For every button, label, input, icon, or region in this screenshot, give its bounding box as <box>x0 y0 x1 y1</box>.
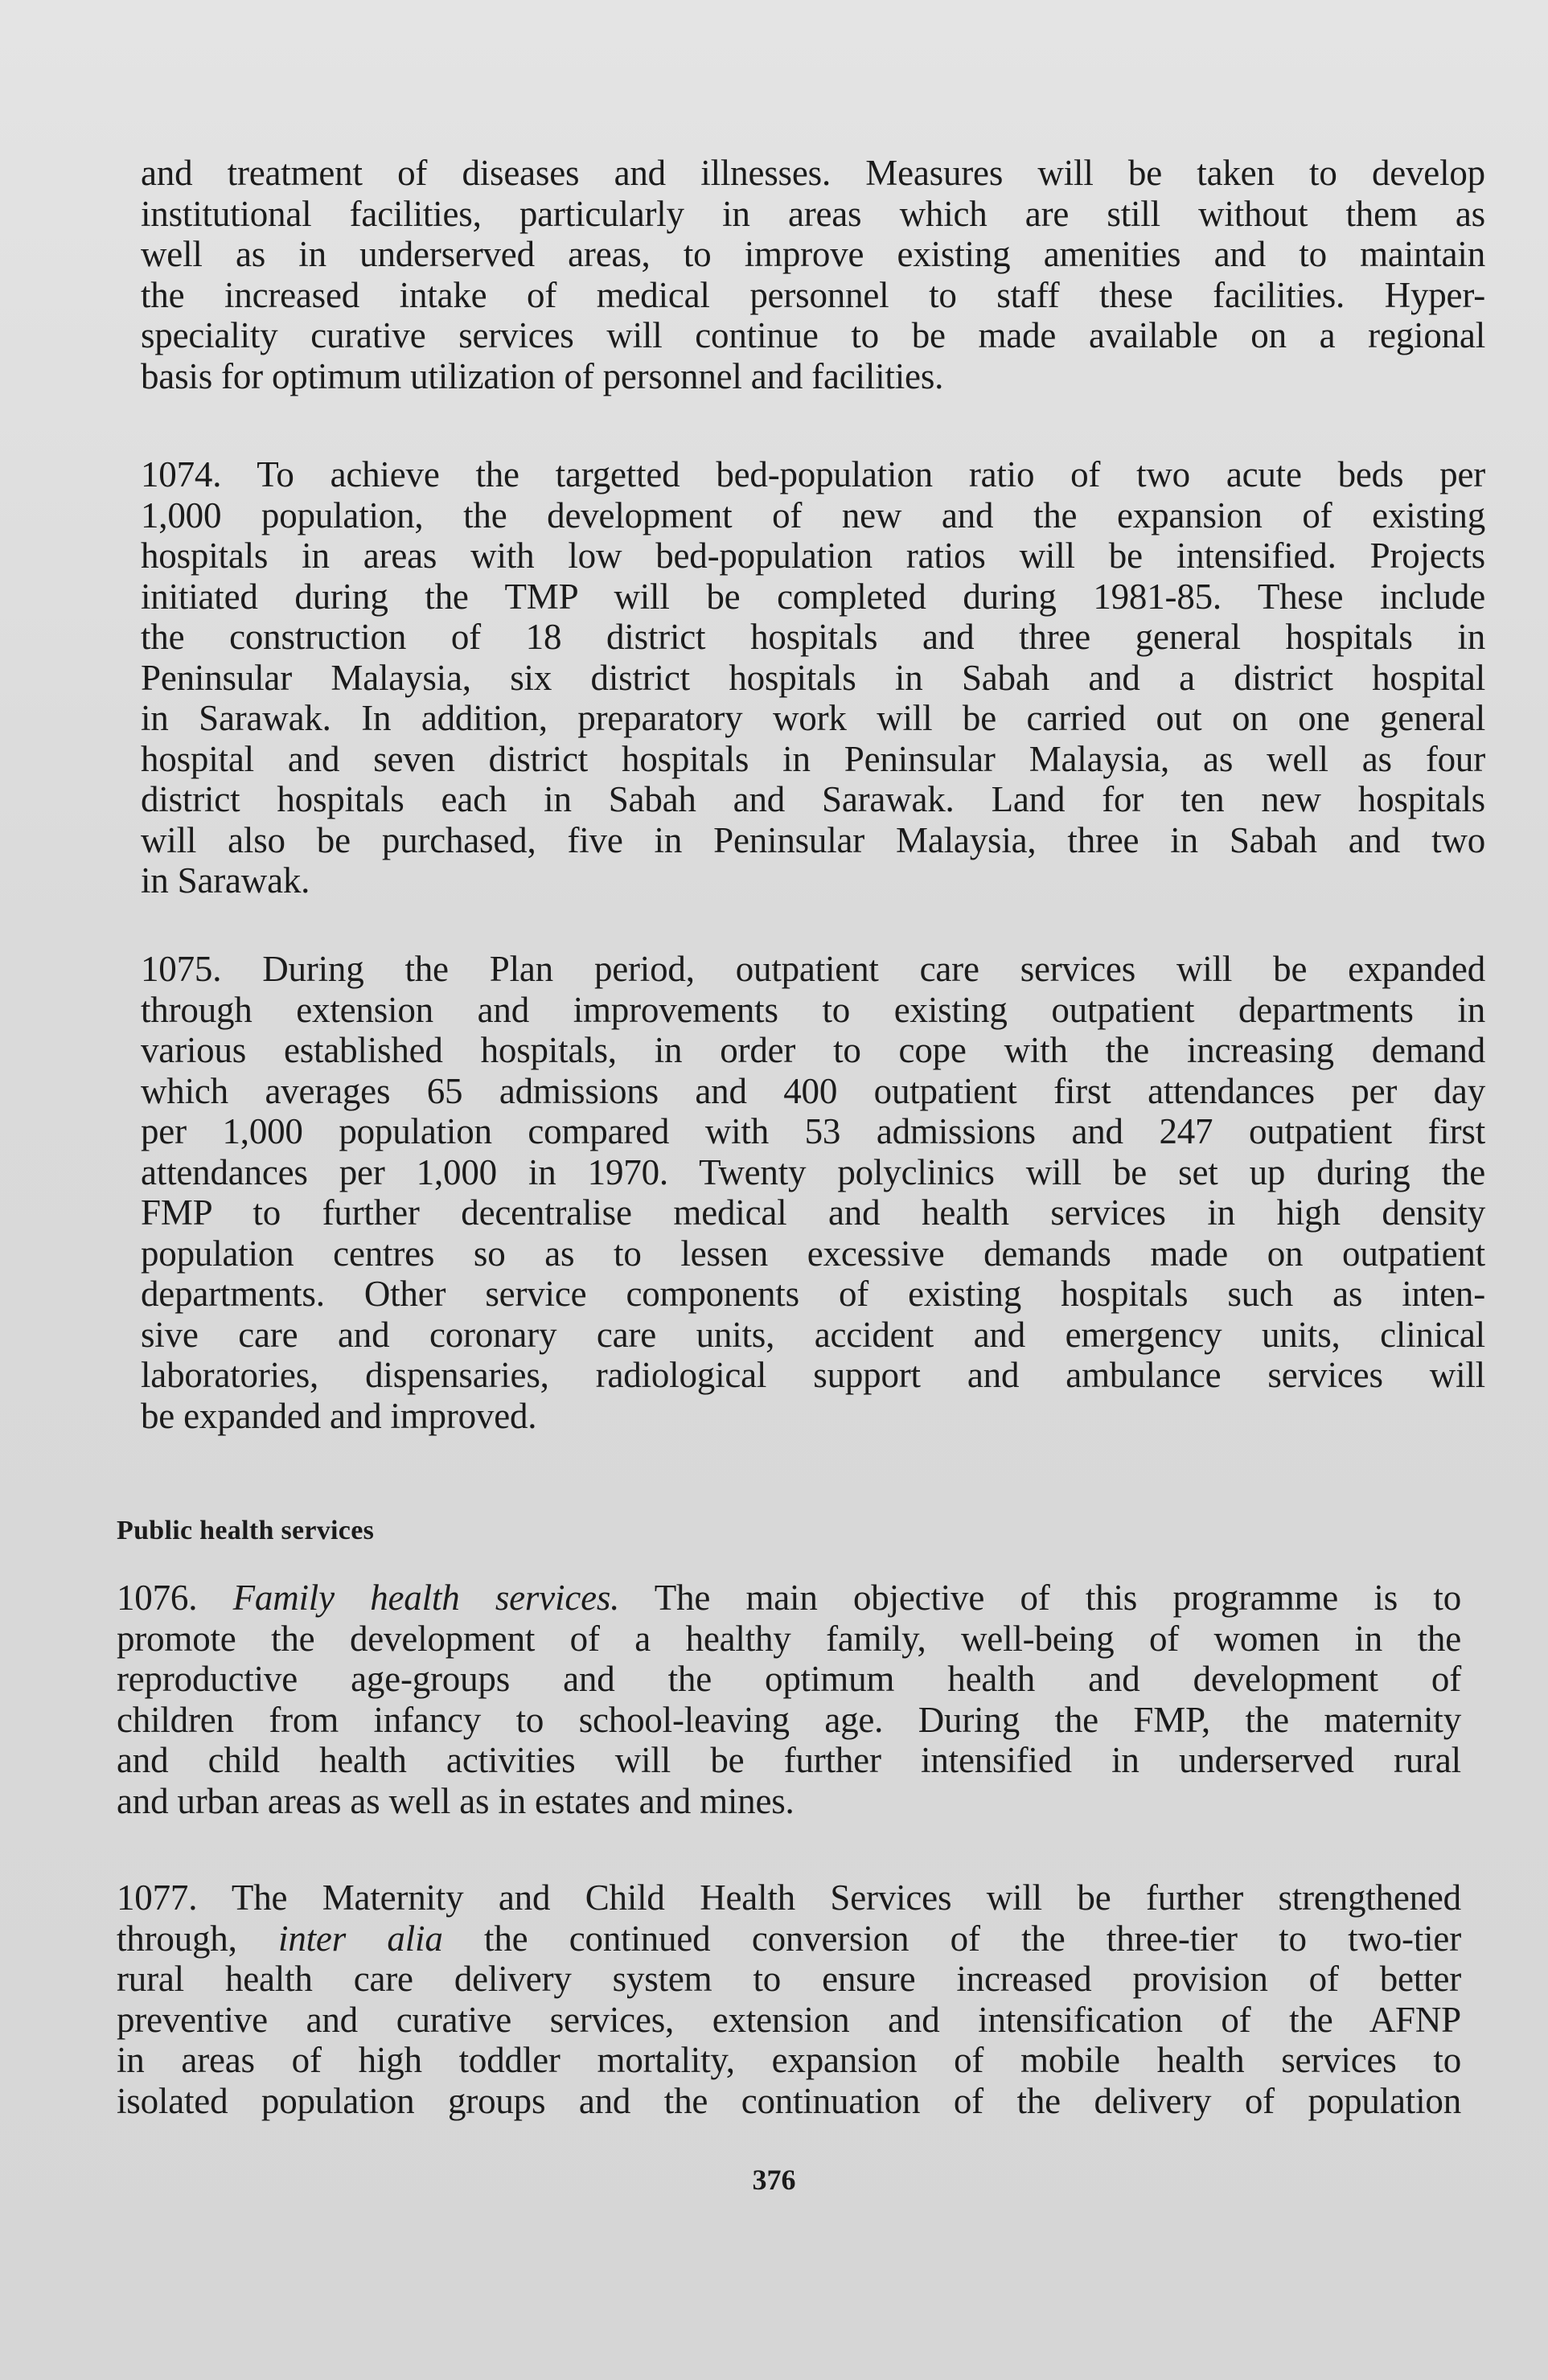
text-line: the increased intake of medical personnel to staff these facilities. Hyper- <box>141 274 1485 315</box>
page-number: 376 <box>752 2164 796 2196</box>
text-line: will also be purchased, five in Peninsular Malaysia, three in Sabah and two <box>141 819 1485 860</box>
text-segment: the continued conversion of the three-tier to two-tier <box>442 1918 1461 1959</box>
text-line: basis for optimum utilization of personnel and facilities. <box>141 355 944 396</box>
text-line: and child health activities will be further intensified in underserved rural <box>117 1740 1461 1780</box>
text-line: per 1,000 population compared with 53 admissions and 247 outpatient first <box>141 1111 1485 1151</box>
text-segment: through, <box>117 1918 279 1959</box>
paragraph-1074 <box>141 454 1485 901</box>
paragraph-continuation <box>141 153 1485 396</box>
text-line: isolated population groups and the continuation of the delivery of population <box>117 2080 1461 2121</box>
text-line: hospitals in areas with low bed-population ratios will be intensified. Projects <box>141 536 1485 576</box>
text-line: laboratories, dispensaries, radiological support and ambulance services will <box>141 1355 1485 1395</box>
text-line: preventive and curative services, extension and intensification of the AFNP <box>117 1999 1461 2040</box>
text-line: FMP to further decentralise medical and health services in high density <box>141 1192 1485 1233</box>
text-line: sive care and coronary care units, accident and emergency units, clinical <box>141 1314 1485 1355</box>
text-line: Peninsular Malaysia, six district hospitals in Sabah and a district hospital <box>141 657 1485 698</box>
text-line: hospital and seven district hospitals in Peninsular Malaysia, as well as four <box>141 738 1485 779</box>
text-line: in areas of high toddler mortality, expansion of mobile health services to <box>117 2040 1461 2080</box>
text-line: in Sarawak. <box>141 860 310 901</box>
paragraph-1076 <box>117 1578 1461 1821</box>
text-line: rural health care delivery system to ensure increased provision of better <box>117 1959 1461 1999</box>
italic-text: inter alia <box>278 1918 443 1959</box>
text-line: and treatment of diseases and illnesses. Measures will be taken to develop <box>141 153 1485 193</box>
text-line: the construction of 18 district hospitals and three general hospitals in <box>141 617 1485 657</box>
text-line: in Sarawak. In addition, preparatory work will be carried out on one general <box>141 698 1485 738</box>
text-line: district hospitals each in Sabah and Sarawak. Land for ten new hospitals <box>141 779 1485 819</box>
text-line: and urban areas as well as in estates and mines. <box>117 1780 795 1821</box>
text-line <box>117 1578 1461 1619</box>
text-line: 1077. The Maternity and Child Health Services will be further strengthened <box>117 1877 1461 1918</box>
text-line: various established hospitals, in order to cope with the increasing demand <box>141 1030 1485 1070</box>
text-line: which averages 65 admissions and 400 outpatient first attendances per day <box>141 1070 1485 1111</box>
text-line: 1,000 population, the development of new and the expansion of existing <box>141 494 1485 536</box>
text-line: speciality curative services will continue to be made available on a regional <box>141 315 1485 355</box>
text-line: population centres so as to lessen excessive demands made on outpatient <box>141 1233 1485 1274</box>
text-line: be expanded and improved. <box>141 1395 537 1436</box>
paragraph-1075 <box>141 949 1485 1436</box>
text-segment: 1076. <box>117 1578 233 1618</box>
text-line: 1075. During the Plan period, outpatient care services will be expanded <box>141 949 1485 989</box>
text-line: 1074. To achieve the targetted bed-population ratio of two acute beds per <box>141 454 1485 494</box>
text-line: through extension and improvements to existing outpatient departments in <box>141 989 1485 1030</box>
text-line: reproductive age-groups and the optimum health and development of <box>117 1659 1461 1699</box>
text-line: attendances per 1,000 in 1970. Twenty polyclinics will be set up during the <box>141 1151 1485 1192</box>
paragraph-1077 <box>117 1877 1461 2121</box>
text-line: well as in underserved areas, to improve existing amenities and to maintain <box>141 234 1485 274</box>
text-segment: The main objective of this programme is to <box>619 1578 1461 1618</box>
text-line: initiated during the TMP will be completed during 1981-85. These include <box>141 576 1485 617</box>
italic-text: Family health services. <box>232 1578 620 1618</box>
text-line: children from infancy to school-leaving age. During the FMP, the maternity <box>117 1699 1461 1740</box>
text-line: promote the development of a healthy family, well-being of women in the <box>117 1618 1461 1659</box>
text-line <box>117 1918 1461 1959</box>
text-line: institutional facilities, particularly in areas which are still without them as <box>141 193 1485 234</box>
section-heading: Public health services <box>117 1516 375 1545</box>
text-line: departments. Other service components of existing hospitals such as inten- <box>141 1274 1485 1314</box>
